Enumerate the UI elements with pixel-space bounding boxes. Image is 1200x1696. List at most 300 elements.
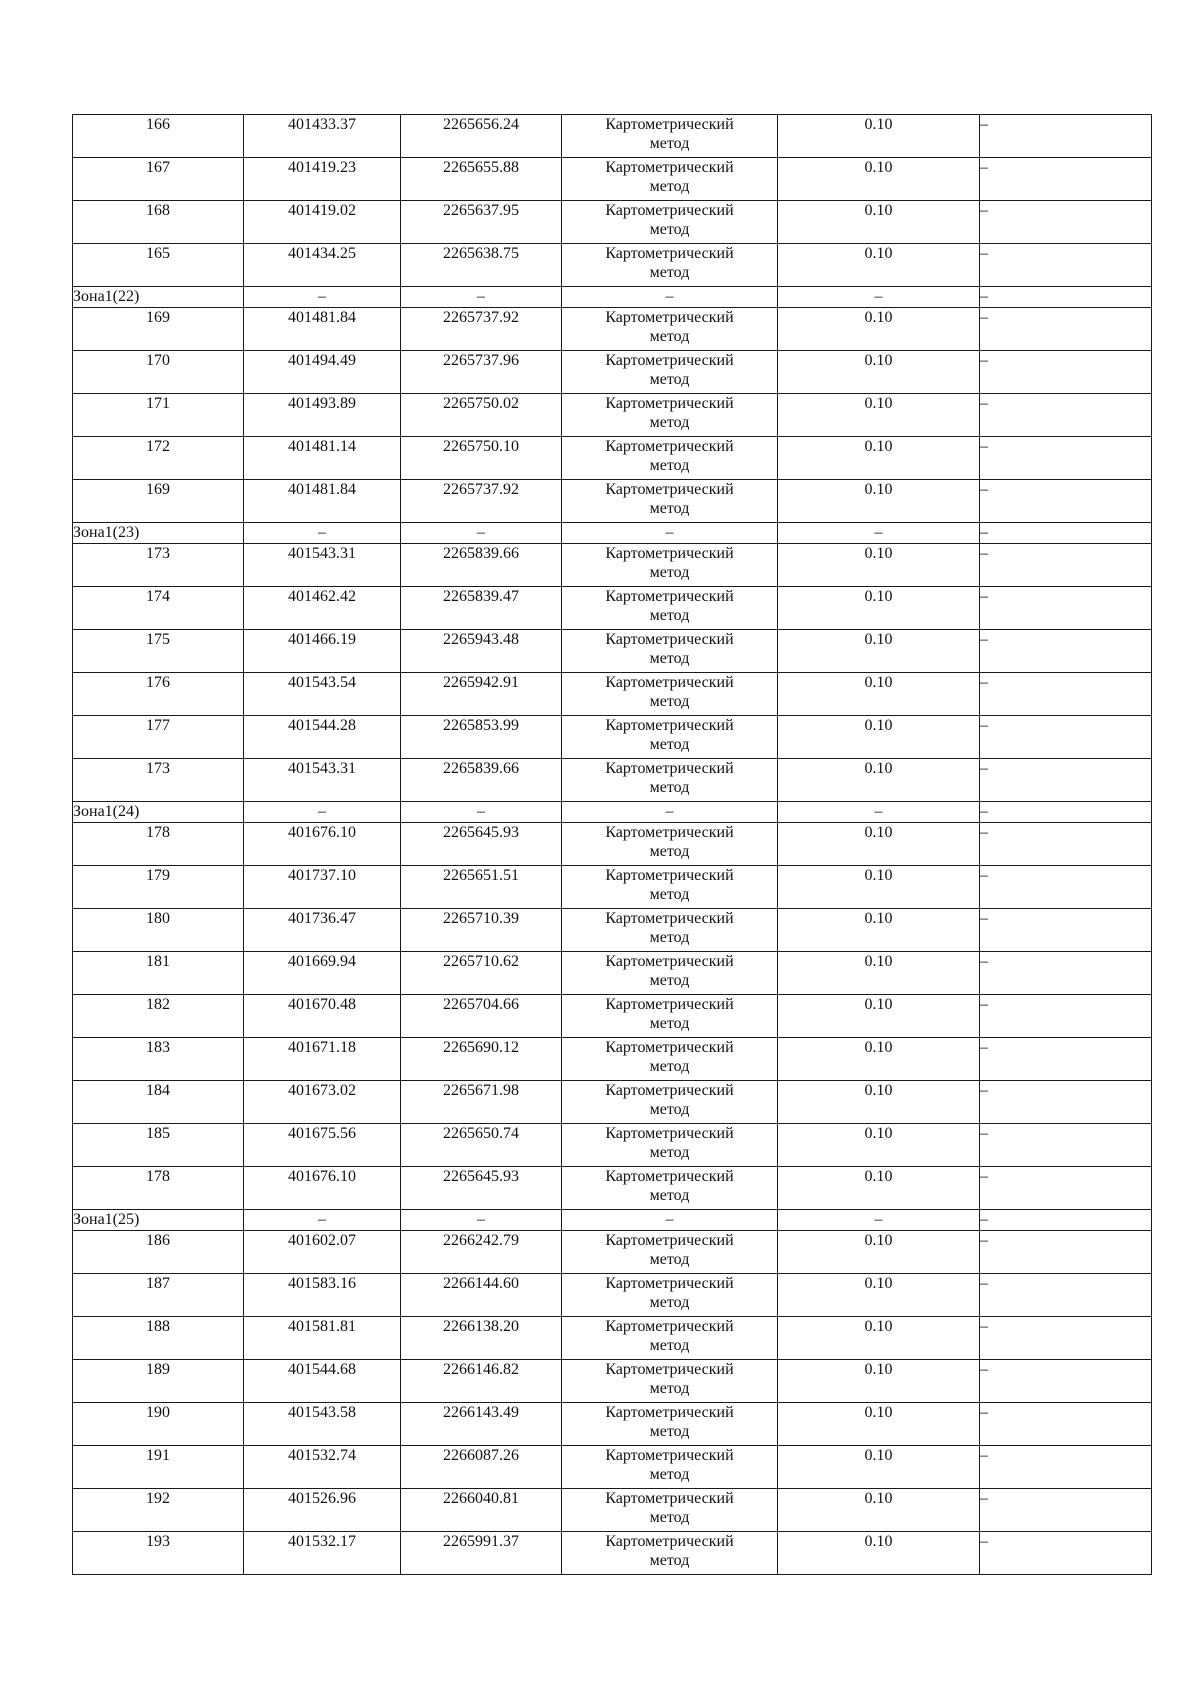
table-body [73,115,1152,1575]
note-cell: – [980,673,1152,716]
method-cell [562,909,778,952]
method-line-2: метод [649,1380,690,1397]
y-coordinate-cell: 2265737.92 [401,480,562,523]
method-cell [562,115,778,158]
point-number-cell: 180 [73,909,244,952]
accuracy-cell: 0.10 [778,716,980,759]
y-coordinate-cell: 2266040.81 [401,1489,562,1532]
note-cell: – [980,1446,1152,1489]
note-cell: – [980,995,1152,1038]
table-row [73,1167,1152,1210]
y-coordinate-cell: – [401,523,562,544]
method-line-1: Картометрический [605,1490,734,1507]
point-number-cell: 176 [73,673,244,716]
method-cell [562,823,778,866]
zone-label-cell: Зона1(23) [73,523,244,544]
y-coordinate-cell: 2265737.92 [401,308,562,351]
method-line-2: метод [649,843,690,860]
accuracy-cell: 0.10 [778,480,980,523]
method-line-1: Картометрический [605,245,734,262]
x-coordinate-cell: 401493.89 [244,394,401,437]
method-cell [562,1489,778,1532]
table-row [73,351,1152,394]
note-cell: – [980,115,1152,158]
accuracy-cell: 0.10 [778,158,980,201]
method-cell [562,1081,778,1124]
point-number-cell: 169 [73,480,244,523]
note-cell: – [980,287,1152,308]
y-coordinate-cell: 2265638.75 [401,244,562,287]
table-row [73,1360,1152,1403]
method-line-2: метод [649,135,690,152]
note-cell: – [980,1081,1152,1124]
point-number-cell: 179 [73,866,244,909]
method-line-1: Картометрический [605,674,734,691]
accuracy-cell: – [778,802,980,823]
accuracy-cell: 0.10 [778,823,980,866]
accuracy-cell: 0.10 [778,201,980,244]
accuracy-cell: 0.10 [778,587,980,630]
note-cell: – [980,201,1152,244]
method-line-2: метод [649,650,690,667]
note-cell: – [980,802,1152,823]
note-cell: – [980,759,1152,802]
y-coordinate-cell: 2265651.51 [401,866,562,909]
x-coordinate-cell: 401670.48 [244,995,401,1038]
accuracy-cell: 0.10 [778,630,980,673]
table-row [73,1532,1152,1575]
method-line-1: Картометрический [605,395,734,412]
accuracy-cell: 0.10 [778,1360,980,1403]
note-cell: – [980,866,1152,909]
x-coordinate-cell: 401736.47 [244,909,401,952]
x-coordinate-cell: 401481.84 [244,308,401,351]
point-number-cell: 169 [73,308,244,351]
accuracy-cell: 0.10 [778,1403,980,1446]
method-line-1: – [665,524,674,541]
method-cell [562,759,778,802]
x-coordinate-cell: 401581.81 [244,1317,401,1360]
method-cell [562,1446,778,1489]
y-coordinate-cell: 2265942.91 [401,673,562,716]
point-number-cell: 187 [73,1274,244,1317]
method-line-2: метод [649,1144,690,1161]
x-coordinate-cell: 401671.18 [244,1038,401,1081]
method-line-1: Картометрический [605,588,734,605]
x-coordinate-cell: 401433.37 [244,115,401,158]
y-coordinate-cell: 2265645.93 [401,1167,562,1210]
x-coordinate-cell: 401673.02 [244,1081,401,1124]
method-line-1: – [665,1211,674,1228]
note-cell: – [980,1317,1152,1360]
accuracy-cell: 0.10 [778,909,980,952]
note-cell: – [980,1489,1152,1532]
method-cell [562,1210,778,1231]
y-coordinate-cell: 2266087.26 [401,1446,562,1489]
x-coordinate-cell: 401543.54 [244,673,401,716]
method-cell [562,995,778,1038]
method-cell [562,480,778,523]
method-line-2: метод [649,371,690,388]
accuracy-cell: 0.10 [778,866,980,909]
accuracy-cell: 0.10 [778,437,980,480]
method-line-1: Картометрический [605,352,734,369]
note-cell: – [980,1532,1152,1575]
accuracy-cell: 0.10 [778,1274,980,1317]
method-line-1: Картометрический [605,824,734,841]
zone-header-row [73,287,1152,308]
y-coordinate-cell: 2265839.47 [401,587,562,630]
method-line-2: метод [649,1058,690,1075]
method-line-1: Картометрический [605,1168,734,1185]
zone-label-cell: Зона1(22) [73,287,244,308]
accuracy-cell: 0.10 [778,995,980,1038]
zone-label-cell: Зона1(25) [73,1210,244,1231]
point-number-cell: 193 [73,1532,244,1575]
method-cell [562,866,778,909]
method-line-2: метод [649,1423,690,1440]
y-coordinate-cell: 2265943.48 [401,630,562,673]
point-number-cell: 166 [73,115,244,158]
note-cell: – [980,630,1152,673]
method-cell [562,1231,778,1274]
note-cell: – [980,1274,1152,1317]
y-coordinate-cell: 2265656.24 [401,115,562,158]
note-cell: – [980,394,1152,437]
point-number-cell: 165 [73,244,244,287]
method-line-2: метод [649,1251,690,1268]
note-cell: – [980,716,1152,759]
method-line-2: метод [649,1337,690,1354]
method-line-1: Картометрический [605,1275,734,1292]
zone-header-row [73,523,1152,544]
accuracy-cell: 0.10 [778,1167,980,1210]
table-row [73,544,1152,587]
x-coordinate-cell: 401675.56 [244,1124,401,1167]
note-cell: – [980,544,1152,587]
x-coordinate-cell: 401532.74 [244,1446,401,1489]
note-cell: – [980,1360,1152,1403]
y-coordinate-cell: 2265991.37 [401,1532,562,1575]
method-line-2: метод [649,414,690,431]
note-cell: – [980,952,1152,995]
note-cell: – [980,1038,1152,1081]
method-line-2: метод [649,1015,690,1032]
note-cell: – [980,480,1152,523]
y-coordinate-cell: 2265750.10 [401,437,562,480]
method-line-2: метод [649,221,690,238]
table-row [73,952,1152,995]
method-line-2: метод [649,1187,690,1204]
x-coordinate-cell: 401544.28 [244,716,401,759]
table-row [73,587,1152,630]
method-line-2: метод [649,457,690,474]
method-cell [562,673,778,716]
method-cell [562,630,778,673]
method-line-1: Картометрический [605,202,734,219]
point-number-cell: 171 [73,394,244,437]
table-row [73,394,1152,437]
note-cell: – [980,158,1152,201]
y-coordinate-cell: 2266138.20 [401,1317,562,1360]
method-line-1: Картометрический [605,760,734,777]
method-cell [562,437,778,480]
point-number-cell: 167 [73,158,244,201]
method-cell [562,287,778,308]
x-coordinate-cell: 401419.02 [244,201,401,244]
y-coordinate-cell: 2265737.96 [401,351,562,394]
point-number-cell: 183 [73,1038,244,1081]
method-cell [562,716,778,759]
table-row [73,158,1152,201]
x-coordinate-cell: 401532.17 [244,1532,401,1575]
method-line-2: метод [649,178,690,195]
y-coordinate-cell: 2265710.62 [401,952,562,995]
x-coordinate-cell: 401543.58 [244,1403,401,1446]
table-row [73,1038,1152,1081]
note-cell: – [980,587,1152,630]
table-row [73,995,1152,1038]
method-cell [562,523,778,544]
accuracy-cell: 0.10 [778,308,980,351]
y-coordinate-cell: – [401,287,562,308]
table-row [73,716,1152,759]
x-coordinate-cell: – [244,287,401,308]
method-line-1: Картометрический [605,1447,734,1464]
method-line-1: – [665,803,674,820]
point-number-cell: 184 [73,1081,244,1124]
point-number-cell: 177 [73,716,244,759]
accuracy-cell: – [778,1210,980,1231]
method-line-1: Картометрический [605,1232,734,1249]
method-line-2: метод [649,564,690,581]
method-cell [562,1317,778,1360]
table-row [73,673,1152,716]
method-line-1: Картометрический [605,1533,734,1550]
method-line-1: Картометрический [605,1318,734,1335]
point-number-cell: 178 [73,1167,244,1210]
y-coordinate-cell: 2265839.66 [401,759,562,802]
point-number-cell: 173 [73,544,244,587]
accuracy-cell: 0.10 [778,952,980,995]
y-coordinate-cell: 2266144.60 [401,1274,562,1317]
method-line-1: Картометрический [605,159,734,176]
method-cell [562,587,778,630]
table-row [73,1081,1152,1124]
accuracy-cell: 0.10 [778,1317,980,1360]
y-coordinate-cell: 2265637.95 [401,201,562,244]
method-cell [562,351,778,394]
accuracy-cell: – [778,287,980,308]
table-row [73,244,1152,287]
coordinates-table [72,114,1152,1575]
method-line-2: метод [649,607,690,624]
note-cell: – [980,909,1152,952]
table-row [73,866,1152,909]
accuracy-cell: 0.10 [778,1446,980,1489]
note-cell: – [980,1167,1152,1210]
method-line-2: метод [649,972,690,989]
table-row [73,909,1152,952]
x-coordinate-cell: 401543.31 [244,544,401,587]
accuracy-cell: 0.10 [778,673,980,716]
table-row [73,308,1152,351]
note-cell: – [980,308,1152,351]
x-coordinate-cell: 401494.49 [244,351,401,394]
method-line-1: Картометрический [605,1082,734,1099]
table-row [73,480,1152,523]
accuracy-cell: 0.10 [778,759,980,802]
accuracy-cell: 0.10 [778,1489,980,1532]
method-line-1: Картометрический [605,545,734,562]
method-line-1: Картометрический [605,1361,734,1378]
note-cell: – [980,823,1152,866]
note-cell: – [980,523,1152,544]
accuracy-cell: 0.10 [778,544,980,587]
point-number-cell: 173 [73,759,244,802]
note-cell: – [980,1210,1152,1231]
note-cell: – [980,1403,1152,1446]
x-coordinate-cell: 401676.10 [244,823,401,866]
point-number-cell: 192 [73,1489,244,1532]
y-coordinate-cell: 2265650.74 [401,1124,562,1167]
method-cell [562,1532,778,1575]
method-line-1: – [665,288,674,305]
method-cell [562,1167,778,1210]
method-line-2: метод [649,328,690,345]
y-coordinate-cell: 2265750.02 [401,394,562,437]
note-cell: – [980,351,1152,394]
y-coordinate-cell: – [401,1210,562,1231]
x-coordinate-cell: 401602.07 [244,1231,401,1274]
method-cell [562,802,778,823]
x-coordinate-cell: 401526.96 [244,1489,401,1532]
method-line-2: метод [649,1466,690,1483]
method-line-2: метод [649,1552,690,1569]
x-coordinate-cell: 401543.31 [244,759,401,802]
point-number-cell: 189 [73,1360,244,1403]
method-cell [562,1274,778,1317]
note-cell: – [980,437,1152,480]
method-line-1: Картометрический [605,867,734,884]
point-number-cell: 168 [73,201,244,244]
table-row [73,1489,1152,1532]
table-row [73,1446,1152,1489]
table-row [73,437,1152,480]
method-line-1: Картометрический [605,717,734,734]
point-number-cell: 186 [73,1231,244,1274]
y-coordinate-cell: 2265645.93 [401,823,562,866]
method-line-2: метод [649,500,690,517]
table-row [73,759,1152,802]
method-line-1: Картометрический [605,481,734,498]
method-cell [562,201,778,244]
x-coordinate-cell: 401466.19 [244,630,401,673]
method-line-1: Картометрический [605,910,734,927]
x-coordinate-cell: 401419.23 [244,158,401,201]
point-number-cell: 172 [73,437,244,480]
x-coordinate-cell: – [244,523,401,544]
x-coordinate-cell: 401434.25 [244,244,401,287]
accuracy-cell: 0.10 [778,1532,980,1575]
table-row [73,1403,1152,1446]
x-coordinate-cell: 401481.84 [244,480,401,523]
method-line-2: метод [649,1509,690,1526]
y-coordinate-cell: 2265704.66 [401,995,562,1038]
x-coordinate-cell: 401544.68 [244,1360,401,1403]
x-coordinate-cell: 401583.16 [244,1274,401,1317]
method-line-2: метод [649,1101,690,1118]
method-line-1: Картометрический [605,1125,734,1142]
x-coordinate-cell: 401462.42 [244,587,401,630]
zone-header-row [73,1210,1152,1231]
y-coordinate-cell: 2265671.98 [401,1081,562,1124]
point-number-cell: 191 [73,1446,244,1489]
point-number-cell: 174 [73,587,244,630]
method-line-1: Картометрический [605,1039,734,1056]
point-number-cell: 175 [73,630,244,673]
point-number-cell: 181 [73,952,244,995]
method-cell [562,244,778,287]
method-cell [562,1124,778,1167]
y-coordinate-cell: 2266146.82 [401,1360,562,1403]
method-line-1: Картометрический [605,996,734,1013]
table-row [73,201,1152,244]
x-coordinate-cell: 401737.10 [244,866,401,909]
method-line-1: Картометрический [605,953,734,970]
y-coordinate-cell: – [401,802,562,823]
x-coordinate-cell: – [244,1210,401,1231]
method-cell [562,1360,778,1403]
accuracy-cell: 0.10 [778,1231,980,1274]
y-coordinate-cell: 2265853.99 [401,716,562,759]
x-coordinate-cell: 401676.10 [244,1167,401,1210]
table-row [73,630,1152,673]
method-line-1: Картометрический [605,438,734,455]
y-coordinate-cell: 2265839.66 [401,544,562,587]
method-cell [562,1403,778,1446]
point-number-cell: 178 [73,823,244,866]
accuracy-cell: 0.10 [778,351,980,394]
method-line-1: Картометрический [605,309,734,326]
note-cell: – [980,1124,1152,1167]
y-coordinate-cell: 2265655.88 [401,158,562,201]
point-number-cell: 182 [73,995,244,1038]
method-line-2: метод [649,264,690,281]
accuracy-cell: 0.10 [778,244,980,287]
accuracy-cell: – [778,523,980,544]
y-coordinate-cell: 2265710.39 [401,909,562,952]
note-cell: – [980,1231,1152,1274]
accuracy-cell: 0.10 [778,1081,980,1124]
table-row [73,1231,1152,1274]
method-line-2: метод [649,929,690,946]
y-coordinate-cell: 2266242.79 [401,1231,562,1274]
method-cell [562,158,778,201]
note-cell: – [980,244,1152,287]
zone-header-row [73,802,1152,823]
method-line-1: Картометрический [605,1404,734,1421]
table-row [73,1317,1152,1360]
method-cell [562,394,778,437]
method-cell [562,308,778,351]
method-line-1: Картометрический [605,116,734,133]
method-cell [562,952,778,995]
table-row [73,1124,1152,1167]
x-coordinate-cell: 401669.94 [244,952,401,995]
x-coordinate-cell: – [244,802,401,823]
method-line-2: метод [649,693,690,710]
